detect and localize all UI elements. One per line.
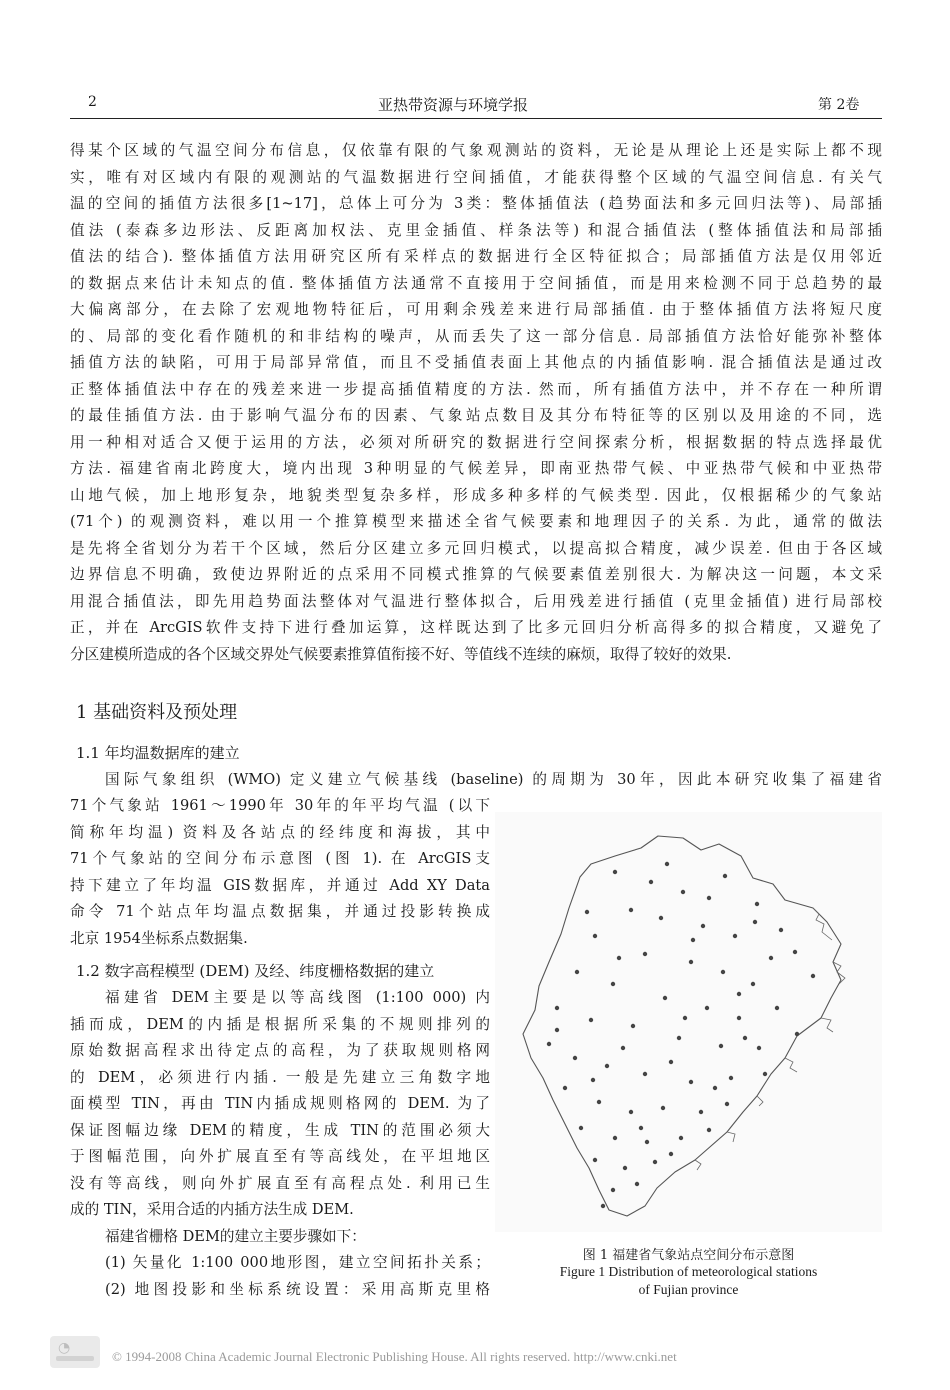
- station-dot: [629, 908, 633, 912]
- station-dot: [643, 952, 647, 956]
- body-line: (71个) 的观测资料，难以用一个推算模型来描述全省气候要素和地理因子的关系. 为此，通常的做法: [70, 513, 882, 530]
- body-line: 值法的结合). 整体插值方法用研究区所有采样点的数据进行全区特征拟合；局部插值方法是仅用邻近: [70, 248, 882, 265]
- station-dot: [585, 910, 589, 914]
- body-line: 是先将全省划分为若干个区域，然后分区建立多元回归模式，以提高拟合精度，减少误差. 但由于各区域: [70, 539, 882, 557]
- body-line: 大偏离部分，在去除了宏观地物特征后，可用剩余残差来进行局部插值. 由于整体插值方法将短尺度: [70, 301, 882, 318]
- figure-caption-cn: 图 1 福建省气象站点空间分布示意图: [582, 1248, 795, 1263]
- cnki-logo: ◔: [50, 1336, 100, 1368]
- station-dot: [755, 902, 759, 906]
- subsection-1-2-line: 插而成，DEM的内插是根据所采集的不规则排列的: [70, 1015, 490, 1033]
- station-dot: [677, 1036, 681, 1040]
- station-dot: [669, 1152, 673, 1156]
- station-dot: [613, 870, 617, 874]
- station-dot: [663, 996, 667, 1000]
- station-dot: [775, 1006, 779, 1010]
- station-dot: [705, 1006, 709, 1010]
- station-dot: [753, 920, 757, 924]
- journal-title: 亚热带资源与环境学报: [378, 96, 529, 114]
- station-dot: [707, 896, 711, 900]
- body-line: 用一种相对适合又便于运用的方法，必须对所研究的数据进行空间探索分析，根据数据的特点选择最优: [70, 433, 882, 451]
- figure-caption-en-1: Figure 1 Distribution of meteorological stations: [559, 1264, 818, 1279]
- station-dot: [653, 1160, 657, 1164]
- station-dot: [743, 1036, 747, 1040]
- station-dot: [631, 1024, 635, 1028]
- station-dot: [679, 1136, 683, 1140]
- subsection-1-2-line: 原始数据高程求出待定点的高程，为了获取规则格网: [70, 1042, 490, 1059]
- subsection-1-1-line: 71个气象站 1961～1990年 30年的年平均气温 (以下: [70, 797, 490, 814]
- station-dot: [701, 924, 705, 928]
- subsection-1-2-line: 没有等高线，则向外扩展直至有高程点处. 利用已生: [70, 1174, 490, 1192]
- station-dot: [659, 916, 663, 920]
- subsection-1-2-line: 福建省 DEM主要是以等高线图 (1:100 000) 内: [105, 989, 490, 1006]
- station-dot: [681, 890, 685, 894]
- station-dot: [669, 1060, 673, 1064]
- station-dot: [683, 1016, 687, 1020]
- station-dot: [555, 1028, 559, 1032]
- station-dot: [779, 928, 783, 932]
- subsection-1-1-first-line: 国际气象组织 (WMO) 定义建立气候基线 (baseline) 的周期为 30年，因此本研究收集了福建省: [105, 771, 882, 788]
- station-dot: [769, 956, 773, 960]
- section-heading: 1 基础资料及预处理: [76, 702, 238, 723]
- subsection-1-2-line: (2) 地图投影和坐标系统设置：采用高斯克里格: [105, 1280, 490, 1298]
- subsection-1-1-line: 命令 71个站点年均温点数据集，并通过投影转换成: [70, 903, 490, 920]
- subsection-1-1-line: 简称年均温) 资料及各站点的经纬度和海拔，其中: [70, 823, 490, 841]
- body-line: 方法. 福建省南北跨度大，境内出现 3种明显的气候差异，即南亚热带气候、中亚热带气候和中亚热带: [70, 460, 882, 477]
- station-dot: [617, 956, 621, 960]
- station-dot: [591, 1078, 595, 1082]
- station-dot: [593, 1158, 597, 1162]
- subsection-1-1-line: 71个气象站的空间分布示意图 (图 1). 在 ArcGIS支: [70, 850, 490, 867]
- station-dot: [575, 970, 579, 974]
- body-line: 山地气候，加上地形复杂，地貌类型复杂多样，形成多种多样的气候类型. 因此，仅根据稀少的气象站: [70, 486, 882, 504]
- station-dot: [733, 934, 737, 938]
- station-dot: [639, 1126, 643, 1130]
- subsection-heading-1-1: 1.1 年均温数据库的建立: [76, 744, 240, 762]
- body-line: 得某个区域的气温空间分布信息，仅依靠有限的气象观测站的资料，无论是从理论上还是实际上都不现: [70, 142, 882, 159]
- station-dot: [793, 950, 797, 954]
- subsection-heading-1-2: 1.2 数字高程模型 (DEM) 及经、纬度栅格数据的建立: [76, 962, 435, 980]
- station-dot: [573, 1056, 577, 1060]
- station-dot: [547, 1042, 551, 1046]
- station-dot: [689, 1080, 693, 1084]
- station-dot: [811, 974, 815, 978]
- station-dot: [707, 1128, 711, 1132]
- station-dot: [751, 982, 755, 986]
- body-line: 边界信息不明确，致使边界附近的点采用不同模式推算的气候要素值差别很大. 为解决这一问题，本文采: [70, 566, 882, 583]
- station-dot: [699, 1110, 703, 1114]
- station-dot: [605, 1064, 609, 1068]
- station-dot: [643, 1072, 647, 1076]
- station-dot: [601, 1204, 605, 1208]
- figure-1-map: [495, 812, 882, 1232]
- body-line: 正整体插值法中存在的残差来进一步提高插值精度的方法. 然而，所有插值方法中，并不存在一种所谓: [70, 380, 882, 398]
- station-dot: [737, 1016, 741, 1020]
- body-line: 插值方法的缺陷，可用于局部异常值，而且不受插值表面上其他点的内插值影响. 混合插值法是通过改: [70, 354, 882, 371]
- body-line: 用混合插值法，即先用趋势面法整体对气温进行整体拟合，后用残差进行插值 (克里金插值) 进行局部校: [70, 592, 882, 610]
- subsection-1-2-line: 福建省栅格 DEM的建立主要步骤如下：: [105, 1227, 366, 1245]
- body-line: 的数据点来估计未知点的值. 整体插值方法通常不直接用于空间插值，而是用来检测不同于总趋势的最: [70, 274, 882, 292]
- station-dot: [555, 1006, 559, 1010]
- subsection-1-2-line: 于图幅范围，向外扩展直至有等高线处，在平坦地区: [70, 1148, 490, 1165]
- station-dot: [763, 1072, 767, 1076]
- station-dot: [597, 1100, 601, 1104]
- body-line: 的最佳插值方法. 由于影响气温分布的因素、气象站点数目及其分布特征等的区别以及用途的不同，选: [70, 407, 882, 424]
- page-number: 2: [88, 94, 97, 110]
- station-dot: [713, 1086, 717, 1090]
- station-dot: [729, 1076, 733, 1080]
- station-dot: [611, 1188, 615, 1192]
- station-dot: [665, 862, 669, 866]
- subsection-1-2-line: 成的 TIN，采用合适的内插方法生成 DEM.: [70, 1201, 354, 1218]
- station-dot: [725, 1102, 729, 1106]
- station-dot: [611, 982, 615, 986]
- body-line: 分区建模所造成的各个区域交界处气候要素推算值衔接不好、等值线不连续的麻烦，取得了较好的效果.: [70, 645, 732, 663]
- subsection-1-2-line: (1) 矢量化 1:100 000地形图，建立空间拓扑关系；: [105, 1254, 490, 1271]
- station-dot: [649, 880, 653, 884]
- body-line: 正，并在 ArcGIS软件支持下进行叠加运算，这样既达到了比多元回归分析高得多的拟合精度，又避免了: [70, 619, 882, 636]
- fujian-station-map: [495, 812, 882, 1232]
- header-rule: [70, 118, 882, 119]
- station-dot: [645, 1140, 649, 1144]
- station-dot: [579, 1126, 583, 1130]
- body-line: 实，唯有对区域内有限的观测站的气温数据进行空间插值，才能获得整个区域的气温空间信息. 有关气: [70, 168, 882, 186]
- body-line: 值法 (泰森多边形法、反距离加权法、克里金插值、样条法等) 和混合插值法 (整体插值法和局部插: [70, 221, 882, 239]
- station-dot: [661, 1106, 665, 1110]
- subsection-1-2-line: 的 DEM，必须进行内插. 一般是先建立三角数字地: [70, 1068, 490, 1086]
- subsection-1-2-line: 保证图幅边缘 DEM的精度，生成 TIN的范围必须大: [70, 1121, 490, 1139]
- station-dot: [691, 938, 695, 942]
- station-dot: [621, 1046, 625, 1050]
- station-dot: [737, 992, 741, 996]
- figure-caption-en-2: of Fujian province: [638, 1282, 739, 1297]
- station-dot: [723, 874, 727, 878]
- station-dot: [563, 1086, 567, 1090]
- station-dot: [689, 960, 693, 964]
- station-dot: [613, 1136, 617, 1140]
- station-dot: [795, 1032, 799, 1036]
- station-dot: [757, 1046, 761, 1050]
- subsection-1-1-line: 持下建立了年均温 GIS数据库，并通过 Add XY Data: [70, 876, 490, 894]
- subsection-1-1-line: 北京 1954坐标系点数据集.: [70, 929, 248, 947]
- body-line: 的、局部的变化看作随机的和非结构的噪声，从而丢失了这一部分信息. 局部插值方法恰好能弥补整体: [70, 327, 882, 345]
- station-dot: [623, 1166, 627, 1170]
- station-dot: [719, 1044, 723, 1048]
- copyright-footer: © 1994-2008 China Academic Journal Electronic Publishing House. All rights reserved. http://www.cnki.net: [112, 1349, 677, 1364]
- volume-label: 第 2卷: [818, 97, 860, 113]
- body-line: 温的空间的插值方法很多[1~17]，总体上可分为 3类：整体插值法 (趋势面法和多元回归法等)、局部插: [70, 195, 882, 212]
- station-dot: [593, 934, 597, 938]
- station-dot: [589, 1018, 593, 1022]
- subsection-1-2-line: 面模型 TIN，再由 TIN内插成规则格网的 DEM. 为了: [70, 1095, 490, 1112]
- station-dot: [635, 1182, 639, 1186]
- station-dot: [629, 1110, 633, 1114]
- station-dot: [721, 970, 725, 974]
